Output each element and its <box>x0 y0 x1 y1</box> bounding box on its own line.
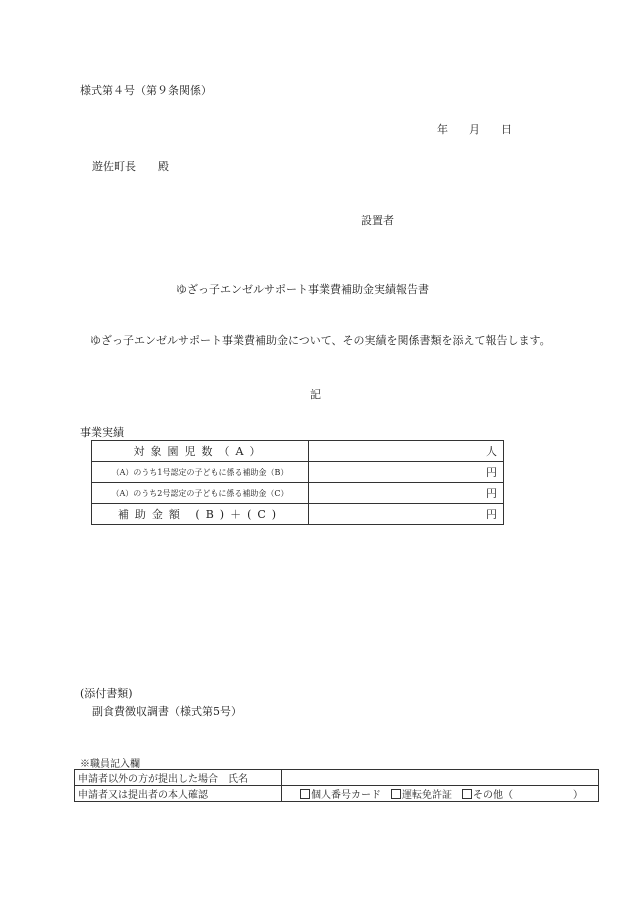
option-label: 運転免許証 <box>402 790 452 801</box>
row-label: 補助金額 (B)＋(C) <box>92 504 309 525</box>
document-title: ゆざっ子エンゼルサポート事業費補助金実績報告書 <box>176 283 429 296</box>
ki-marker: 記 <box>310 388 321 401</box>
table-row <box>92 483 504 504</box>
row-unit: 円 <box>309 462 504 483</box>
table-row <box>75 786 599 802</box>
form-number: 様式第４号（第９条関係） <box>80 84 212 97</box>
results-table <box>91 440 504 525</box>
table-row <box>92 504 504 525</box>
addressee-name: 遊佐町長 <box>92 160 136 173</box>
option-label: 個人番号カード <box>311 790 381 801</box>
section-label: 事業実績 <box>80 426 124 439</box>
row-label: 対象園児数（A） <box>92 441 309 462</box>
option-closing-paren: ） <box>573 790 583 801</box>
applicant-label: 設置者 <box>361 214 394 227</box>
table-row <box>92 441 504 462</box>
attachments-heading: (添付書類) <box>80 687 133 700</box>
proxy-name-value <box>282 770 599 786</box>
table-row <box>92 462 504 483</box>
option-other <box>462 790 583 801</box>
option-drivers-license <box>391 790 452 801</box>
addressee-honorific: 殿 <box>158 160 169 173</box>
row-unit: 人 <box>309 441 504 462</box>
staff-table <box>74 769 599 802</box>
option-mynumber-card <box>300 790 381 801</box>
identity-options <box>282 786 599 802</box>
checkbox-icon <box>462 789 472 799</box>
option-label: その他（ <box>473 790 513 801</box>
date-day: 日 <box>501 123 512 136</box>
row-unit: 円 <box>309 504 504 525</box>
addressee <box>92 158 169 174</box>
row-label: （A）のうち1号認定の子どもに係る補助金（B） <box>92 462 309 483</box>
row-unit: 円 <box>309 483 504 504</box>
identity-check-label: 申請者又は提出者の本人確認 <box>75 786 282 802</box>
checkbox-icon <box>391 789 401 799</box>
attachment-item: 副食費徴収調書（様式第5号） <box>92 705 242 718</box>
date-line <box>437 121 512 137</box>
proxy-name-label: 申請者以外の方が提出した場合 氏名 <box>75 770 282 786</box>
body-text: ゆざっ子エンゼルサポート事業費補助金について、その実績を関係書類を添えて報告します。 <box>90 334 551 347</box>
row-label: （A）のうち2号認定の子どもに係る補助金（C） <box>92 483 309 504</box>
date-month: 月 <box>469 123 480 136</box>
staff-section-heading: ※職員記入欄 <box>80 759 140 770</box>
checkbox-icon <box>300 789 310 799</box>
table-row <box>75 770 599 786</box>
date-year: 年 <box>437 123 448 136</box>
